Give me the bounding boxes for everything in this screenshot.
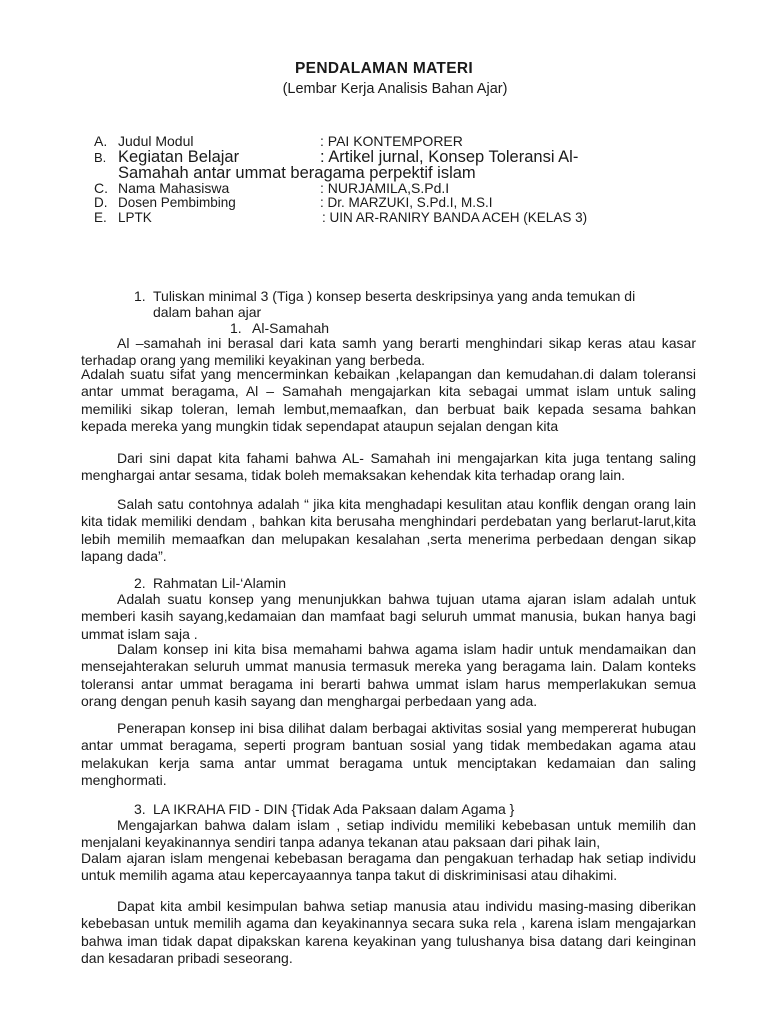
info-value-continued: Samahah antar ummat beragama perpektif islam <box>118 164 476 182</box>
section-title: LA IKRAHA FID - DIN {Tidak Ada Paksaan dalam Agama } <box>153 801 515 817</box>
info-label: Judul Modul <box>118 133 194 149</box>
info-letter: D. <box>94 195 108 210</box>
paragraph: Dari sini dapat kita fahami bahwa AL- Samahah ini mengajarkan kita juga tentang saling menghargai antar sesama, tidak boleh memaksakan kehendak kita terhadap orang lain. <box>81 450 696 484</box>
info-value: : UIN AR-RANIRY BANDA ACEH (KELAS 3) <box>322 210 588 225</box>
paragraph: Dalam ajaran islam mengenai kebebasan beragama dan pengakuan terhadap hak setiap individu untuk memilih agama atau kepercayaannya tanpa takut di diskriminisasi atau dihakimi. <box>81 850 696 884</box>
section-number: 3. <box>134 801 146 817</box>
question-text-continued: dalam bahan ajar <box>153 304 262 320</box>
section-number: 2. <box>134 575 146 591</box>
paragraph: Dalam konsep ini kita bisa memahami bahwa agama islam hadir untuk mendamaikan dan mensejahterakan seluruh ummat manusia termasuk mereka yang beragama lain. Dalam konteks toleransi antar ummat beragama ini berarti bahwa ummat islam harus memperlakukan semua orang dengan penuh kasih sayang dan menghargai perbedaan yang ada. <box>81 641 696 709</box>
info-value: : PAI KONTEMPORER <box>320 133 463 149</box>
info-letter: B. <box>94 150 107 165</box>
info-value: : NURJAMILA,S.Pd.I <box>320 180 450 196</box>
info-value: : Artikel jurnal, Konsep Toleransi Al- <box>320 148 579 166</box>
info-label: Nama Mahasiswa <box>118 180 230 196</box>
question-number: 1. <box>134 288 146 304</box>
paragraph: Salah satu contohnya adalah “ jika kita menghadapi kesulitan atau konflik dengan orang lain kita tidak memiliki dendam , bahkan kita berusaha menghindari perdebatan yang berlarut-larut,kita lebih memilih memaafkan dan melupakan kesalahan ,serta menerima perbedaan dengan sikap lapang dada”. <box>81 496 696 564</box>
section-number: 1. <box>230 320 242 336</box>
info-letter: C. <box>94 180 108 196</box>
info-letter: E. <box>94 210 107 225</box>
question-text: Tuliskan minimal 3 (Tiga ) konsep beserta deskripsinya yang anda temukan di <box>153 288 636 304</box>
info-label: Kegiatan Belajar <box>118 148 240 166</box>
info-label: Dosen Pembimbing <box>118 195 236 210</box>
paragraph: Adalah suatu sifat yang mencerminkan kebaikan ,kelapangan dan kemudahan.di dalam toleransi antar ummat beragama, Al – Samahah mengajarkan kita sebagai ummat islam untuk saling memiliki sikap toleran, lemah lembut,memaafkan, dan berbuat baik kepada sesama bahkan kepada mereka yang mungkin tidak sependapat ataupun sejalan dengan kita <box>81 366 696 434</box>
document-title: PENDALAMAN MATERI <box>295 60 473 77</box>
paragraph: Dapat kita ambil kesimpulan bahwa setiap manusia atau individu masing-masing diberikan kebebasan untuk memilih agama dan keyakinannya secara suka rela , karena islam mengajarkan bahwa iman tidak dapat dipakskan karena keyakinan yang tulushanya bisa datang dari keinginan dan kesadaran pribadi seseorang. <box>81 898 696 966</box>
info-letter: A. <box>94 133 108 149</box>
info-value: : Dr. MARZUKI, S.Pd.I, M.S.I <box>320 195 493 210</box>
paragraph: Al –samahah ini berasal dari kata samh yang berarti menghindari sikap keras atau kasar terhadap orang yang memiliki keyakinan yang berbeda. <box>81 335 696 369</box>
section-title: Al-Samahah <box>252 320 330 336</box>
document-subtitle: (Lembar Kerja Analisis Bahan Ajar) <box>282 81 508 97</box>
paragraph: Mengajarkan bahwa dalam islam , setiap individu memiliki kebebasan untuk memilih dan menjalani keyakinannya sendiri tanpa adanya tekanan atau paksaan dari pihak lain, <box>81 817 696 851</box>
section-title: Rahmatan Lil-‘Alamin <box>153 575 287 591</box>
paragraph: Penerapan konsep ini bisa dilihat dalam berbagai aktivitas sosial yang mempererat hubugan antar ummat beragama, seperti program bantuan sosial yang tidak membedakan agama atau melakukan kerja sama antar ummat beragama untuk menciptakan kedamaian dan saling menghormati. <box>81 720 696 788</box>
paragraph: Adalah suatu konsep yang menunjukkan bahwa tujuan utama ajaran islam adalah untuk memberi kasih sayang,kedamaian dan mamfaat bagi seluruh ummat manusia, bukan hanya bagi ummat islam saja . <box>81 591 696 642</box>
info-label: LPTK <box>118 210 152 225</box>
